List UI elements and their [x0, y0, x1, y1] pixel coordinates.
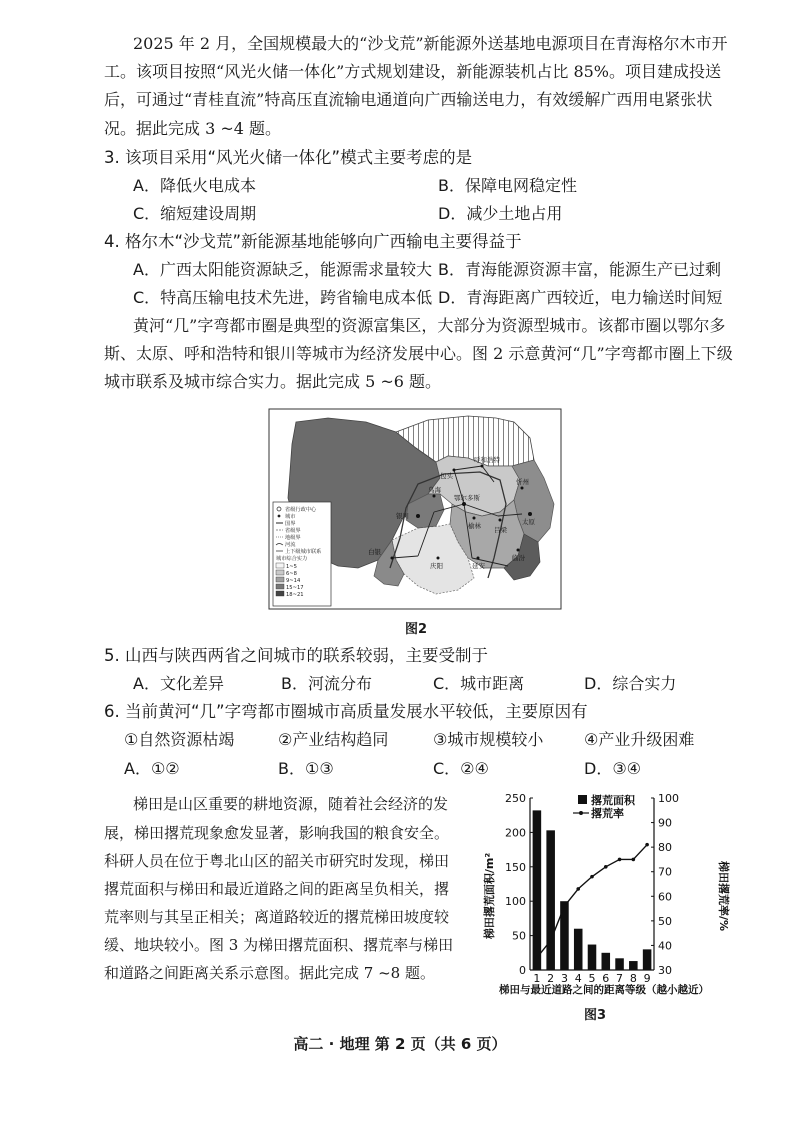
- text-line: 2025 年 2 月，全国规模最大的“沙戈荒”新能源外送基地电源项目在青海格尔木市开: [133, 34, 728, 53]
- x-tick-label: 3: [560, 972, 568, 985]
- city-label: 榆林: [468, 522, 481, 530]
- y-right-tick-label: 50: [658, 914, 672, 928]
- figure-2-map: [268, 408, 562, 610]
- bar: [629, 961, 638, 970]
- option-a[interactable]: A．文化差异: [133, 674, 224, 693]
- y-right-tick-label: 60: [658, 890, 672, 904]
- legend-label: 1~5: [286, 564, 297, 570]
- y-right-tick-label: 70: [658, 865, 672, 879]
- city-label: 庆阳: [430, 562, 443, 570]
- legend-label: 城市综合实力: [276, 556, 308, 562]
- figure-2-caption: 图2: [405, 622, 428, 637]
- y-right-tick-label: 40: [658, 939, 672, 953]
- question-stem: 3. 该项目采用“风光火储一体化”模式主要考虑的是: [104, 148, 473, 167]
- option-a[interactable]: A．降低火电成本: [133, 176, 256, 195]
- x-tick-label: 8: [629, 972, 637, 985]
- legend-bar-swatch: [578, 795, 587, 804]
- text-line: 城市联系及城市综合实力。据此完成 5 ~6 题。: [104, 372, 442, 391]
- question-stem: 6. 当前黄河“几”字弯都市圈城市高质量发展水平较低，主要原因有: [104, 702, 588, 721]
- y-right-tick-label: 100: [658, 792, 679, 805]
- page-footer: 高二 · 地理 第 2 页（共 6 页）: [293, 1035, 507, 1053]
- legend-label: 18~21: [286, 592, 304, 598]
- bar: [615, 958, 624, 970]
- bar: [533, 810, 542, 970]
- y-left-tick-label: 100: [505, 895, 526, 909]
- bar: [546, 830, 555, 970]
- statement-3: ③城市规模较小: [433, 730, 544, 749]
- text-line: 展，梯田撂荒现象愈发显著，影响我国的粮食安全。: [104, 824, 450, 842]
- city-label: 乌海: [428, 486, 441, 494]
- city-label: 白银: [368, 548, 381, 556]
- x-tick-label: 2: [547, 972, 555, 985]
- city-label: 呼和浩特: [474, 456, 500, 464]
- city-label: 银川: [396, 512, 409, 520]
- text-line: 黄河“几”字弯都市圈是典型的资源富集区，大部分为资源型城市。该都市圈以鄂尔多: [133, 316, 726, 335]
- option-d[interactable]: D．综合实力: [584, 674, 677, 693]
- city-label: 包头: [440, 472, 453, 480]
- y-right-tick-label: 80: [658, 841, 672, 855]
- figure-3-chart: [476, 788, 738, 1000]
- option-b[interactable]: B．①③: [278, 759, 334, 778]
- rate-point: [590, 875, 594, 879]
- bar: [560, 901, 569, 970]
- text-line: 况。据此完成 3 ~4 题。: [104, 119, 282, 138]
- city-label: 太原: [522, 518, 535, 526]
- rate-point: [535, 956, 539, 960]
- question-stem: 5. 山西与陕西两省之间城市的联系较弱，主要受制于: [104, 646, 488, 665]
- x-tick-label: 4: [574, 972, 582, 985]
- option-a[interactable]: A．广西太阳能资源缺乏，能源需求量较大: [133, 260, 432, 279]
- legend-label: 地级界: [285, 535, 301, 541]
- rate-point: [632, 858, 636, 862]
- x-tick-label: 6: [602, 972, 610, 985]
- rate-point: [618, 858, 622, 862]
- question-stem: 4. 格尔木“沙戈荒”新能源基地能够向广西输电主要得益于: [104, 232, 522, 251]
- rate-point: [604, 865, 608, 869]
- option-d[interactable]: D．③④: [584, 759, 642, 778]
- y-right-tick-label: 30: [658, 964, 672, 977]
- x-tick-label: 5: [588, 972, 596, 985]
- city-label: 延安: [472, 562, 485, 570]
- legend-label: 省级界: [285, 528, 301, 534]
- option-a[interactable]: A．①②: [124, 759, 180, 778]
- text-line: 和道路之间距离关系示意图。据此完成 7 ~8 题。: [104, 964, 435, 982]
- legend-label: 15~17: [286, 585, 304, 591]
- option-c[interactable]: C．城市距离: [433, 674, 525, 693]
- y-axis-left-label: 梯田撂荒面积/m²: [483, 852, 496, 940]
- text-line: 后，可通过“青桂直流”特高压直流输电通道向广西输送电力，有效缓解广西用电紧张状: [104, 90, 713, 109]
- city-label: 忻州: [516, 478, 529, 486]
- legend-label: 河流: [285, 542, 296, 548]
- option-c[interactable]: C．②④: [433, 759, 489, 778]
- city-label: 鄂尔多斯: [454, 494, 480, 502]
- figure-3-caption: 图3: [584, 1008, 607, 1023]
- text-line: 撂荒面积与梯田和最近道路之间的距离呈负相关，撂: [104, 880, 450, 898]
- bar: [574, 929, 583, 970]
- legend-label: 9~14: [286, 578, 301, 584]
- rate-point: [563, 904, 567, 908]
- legend-label: 城市: [285, 514, 296, 520]
- bar: [588, 945, 597, 970]
- text-line: 梯田是山区重要的耕地资源，随着社会经济的发: [133, 795, 449, 813]
- option-c[interactable]: C．缩短建设周期: [133, 204, 257, 223]
- y-left-tick-label: 250: [505, 792, 526, 805]
- y-left-tick-label: 200: [505, 826, 526, 840]
- x-axis-label: 梯田与最近道路之间的距离等级（越小越近）: [499, 984, 709, 996]
- statement-4: ④产业升级困难: [584, 730, 695, 749]
- legend-label: 6~8: [286, 571, 297, 577]
- rate-point: [576, 887, 580, 891]
- x-tick-label: 1: [533, 972, 541, 985]
- legend-label: 上下级城市联系: [285, 549, 322, 555]
- legend-bar-label: 撂荒面积: [591, 794, 635, 807]
- y-left-tick-label: 0: [519, 964, 526, 977]
- legend-label: 国界: [285, 521, 296, 527]
- statement-2: ②产业结构趋同: [278, 730, 389, 749]
- y-right-tick-label: 90: [658, 816, 672, 830]
- city-label: 临汾: [512, 554, 525, 562]
- option-b[interactable]: B．河流分布: [281, 674, 372, 693]
- rate-point: [549, 939, 553, 943]
- bar: [602, 953, 611, 970]
- x-tick-label: 7: [616, 972, 624, 985]
- text-line: 工。该项目按照“风光火储一体化”方式规划建设，新能源装机占比 85%。项目建成投送: [104, 62, 722, 81]
- x-tick-label: 9: [643, 972, 651, 985]
- bar: [643, 949, 652, 970]
- city-label: 吕梁: [494, 526, 507, 534]
- legend-label: 省级行政中心: [285, 507, 317, 513]
- option-b[interactable]: B．保障电网稳定性: [438, 176, 577, 195]
- option-d[interactable]: D．减少土地占用: [438, 204, 563, 223]
- y-axis-right-label: 梯田撂荒率/%: [717, 860, 730, 932]
- option-b[interactable]: B．青海能源资源丰富，能源生产已过剩: [438, 260, 721, 279]
- option-c[interactable]: C．特高压输电技术先进，跨省输电成本低: [133, 288, 433, 307]
- statement-1: ①自然资源枯竭: [124, 730, 235, 749]
- text-line: 缓、地块较小。图 3 为梯田撂荒面积、撂荒率与梯田: [104, 936, 454, 954]
- text-line: 科研人员在位于粤北山区的韶关市研究时发现，梯田: [104, 852, 450, 870]
- rate-point: [645, 843, 649, 847]
- y-left-tick-label: 50: [512, 929, 526, 943]
- option-d[interactable]: D．青海距离广西较近，电力输送时间短: [438, 288, 723, 307]
- text-line: 荒率则与其呈正相关；离道路较近的撂荒梯田坡度较: [104, 908, 450, 926]
- text-line: 斯、太原、呼和浩特和银川等城市为经济发展中心。图 2 示意黄河“几”字弯都市圈上下级: [104, 344, 733, 363]
- y-left-tick-label: 150: [505, 860, 526, 874]
- legend-line-label: 撂荒率: [591, 807, 624, 820]
